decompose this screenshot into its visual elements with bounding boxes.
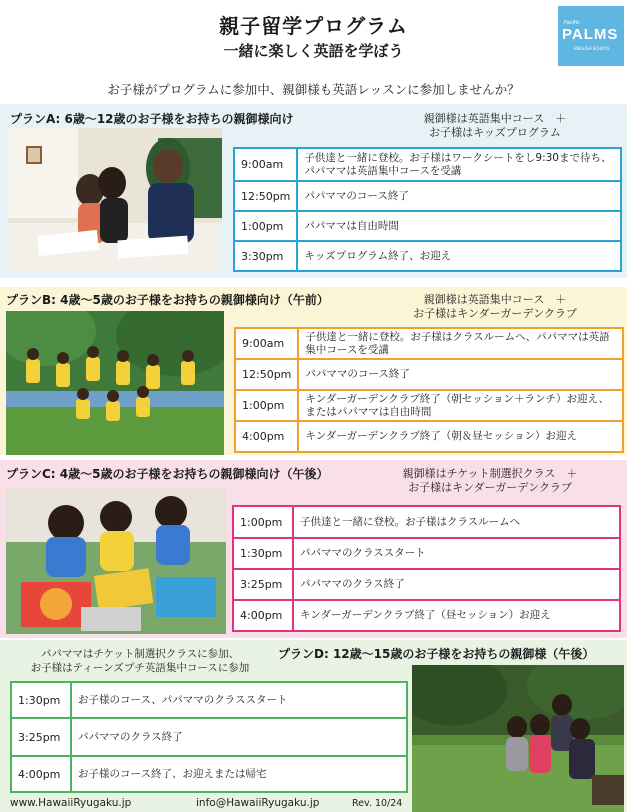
plan-b-note [395,293,595,321]
schedule-row [235,421,623,452]
schedule-time: 9:00am [234,148,297,181]
plan-c-title: プランC: 4歳〜5歳のお子様をお持ちの親御様向け（午後） [6,467,329,481]
schedule-time: 4:00pm [11,756,71,792]
schedule-row [234,148,621,181]
schedule-desc: パパママのクラス終了 [293,569,620,600]
intro-text: お子様がプログラムに参加中、親御様も英語レッスンに参加しませんか？ [107,82,520,97]
schedule-time: 3:25pm [233,569,293,600]
schedule-time: 12:50pm [235,359,298,390]
plan-a-title: プランA: 6歳〜12歳のお子様をお持ちの親御様向け [10,112,294,126]
logo-small-text: Pacific [564,20,580,26]
schedule-row [233,506,620,538]
footer-email[interactable]: info@HawaiiRyugaku.jp [196,797,320,809]
plan-b-schedule [234,327,624,453]
schedule-desc: キンダーガーデンクラブ終了（昼セッション）お迎え [293,600,620,631]
plan-a-note-line1: 親御様は英語集中コース ＋ [423,112,567,125]
kids-jumping-photo [6,311,224,455]
footer-revision: Rev. 10/24 [352,798,403,809]
schedule-desc: お子様のコース、パパママのクラススタート [71,682,407,718]
schedule-time: 1:00pm [233,506,293,538]
schedule-time: 12:50pm [234,181,297,211]
schedule-desc: パパママのコース終了 [298,359,623,390]
schedule-desc: キッズプログラム終了、お迎え [297,241,621,271]
plan-b-photo [6,311,224,455]
plan-c-photo [6,487,226,634]
schedule-desc: キンダーガーデンクラブ終了（朝セッション＋ランチ）お迎え、またはパパママは自由時間 [298,390,623,421]
schedule-row [233,600,620,631]
plan-b-note-line2: お子様はキンダーガーデンクラブ [413,307,577,320]
plan-d-note-line1: パパママはチケット制選択クラスに参加、 [40,648,240,660]
plan-c-note-line1: 親御様はチケット制選択クラス ＋ [402,467,578,480]
plan-d-title: プランD: 12歳〜15歳のお子様をお持ちの親御様（午後） [278,647,595,661]
schedule-row [235,390,623,421]
schedule-row [235,328,623,359]
schedule-time: 3:25pm [11,718,71,756]
plan-b-title: プランB: 4歳〜5歳のお子様をお持ちの親御様向け（午前） [6,293,329,307]
logo-tagline: ENGLISH SCHOOL [574,46,610,51]
plan-d-note [10,647,270,675]
schedule-time: 3:30pm [234,241,297,271]
teens-park-photo [412,665,624,812]
plan-a-note-line2: お子様はキッズプログラム [429,126,561,139]
schedule-desc: パパママのクラス終了 [71,718,407,756]
family-study-photo [8,128,222,272]
schedule-time: 1:00pm [234,211,297,241]
plan-b-note-line1: 親御様は英語集中コース ＋ [423,293,567,306]
palms-logo [558,6,624,66]
schedule-time: 1:30pm [233,538,293,569]
plan-c-note [375,467,605,495]
plan-a-note [400,112,590,140]
page-subtitle: 一緒に楽しく英語を学ぼう [223,42,404,60]
schedule-desc: 子供達と一緒に登校。お子様はクラスルームへ [293,506,620,538]
plan-d-schedule [10,681,408,793]
schedule-row [233,538,620,569]
plan-c-note-line2: お子様はキンダーガーデンクラブ [408,481,572,494]
schedule-desc: 子供達と一緒に登校。お子様はワークシートをし9:30まで待ち、パパママは英語集中コースを受講 [297,148,621,181]
schedule-desc: パパママのコース終了 [297,181,621,211]
schedule-row [11,682,407,718]
schedule-row [235,359,623,390]
plan-d-note-line2: お子様はティーンズプチ英語集中コースに参加 [30,662,250,674]
schedule-desc: パパママは自由時間 [297,211,621,241]
schedule-desc: お子様のコース終了、お迎えまたは帰宅 [71,756,407,792]
kids-crafts-photo [6,487,226,634]
schedule-row [11,756,407,792]
schedule-desc: キンダーガーデンクラブ終了（朝＆昼セッション）お迎え [298,421,623,452]
schedule-time: 9:00am [235,328,298,359]
schedule-time: 1:00pm [235,390,298,421]
page-title: 親子留学プログラム [219,14,408,38]
plan-a-photo [8,128,222,272]
footer-website[interactable]: www.HawaiiRyugaku.jp [10,797,132,809]
plan-c-schedule [232,505,621,632]
schedule-row [234,211,621,241]
schedule-desc: 子供達と一緒に登校。お子様はクラスルームへ、パパママは英語集中コースを受講 [298,328,623,359]
schedule-time: 1:30pm [11,682,71,718]
plan-a-schedule [233,147,622,272]
schedule-row [234,181,621,211]
schedule-desc: パパママのクラススタート [293,538,620,569]
schedule-row [233,569,620,600]
plan-d-photo [412,665,624,812]
logo-main-text: PALMS [562,26,619,43]
schedule-time: 4:00pm [235,421,298,452]
schedule-row [234,241,621,271]
schedule-row [11,718,407,756]
schedule-time: 4:00pm [233,600,293,631]
